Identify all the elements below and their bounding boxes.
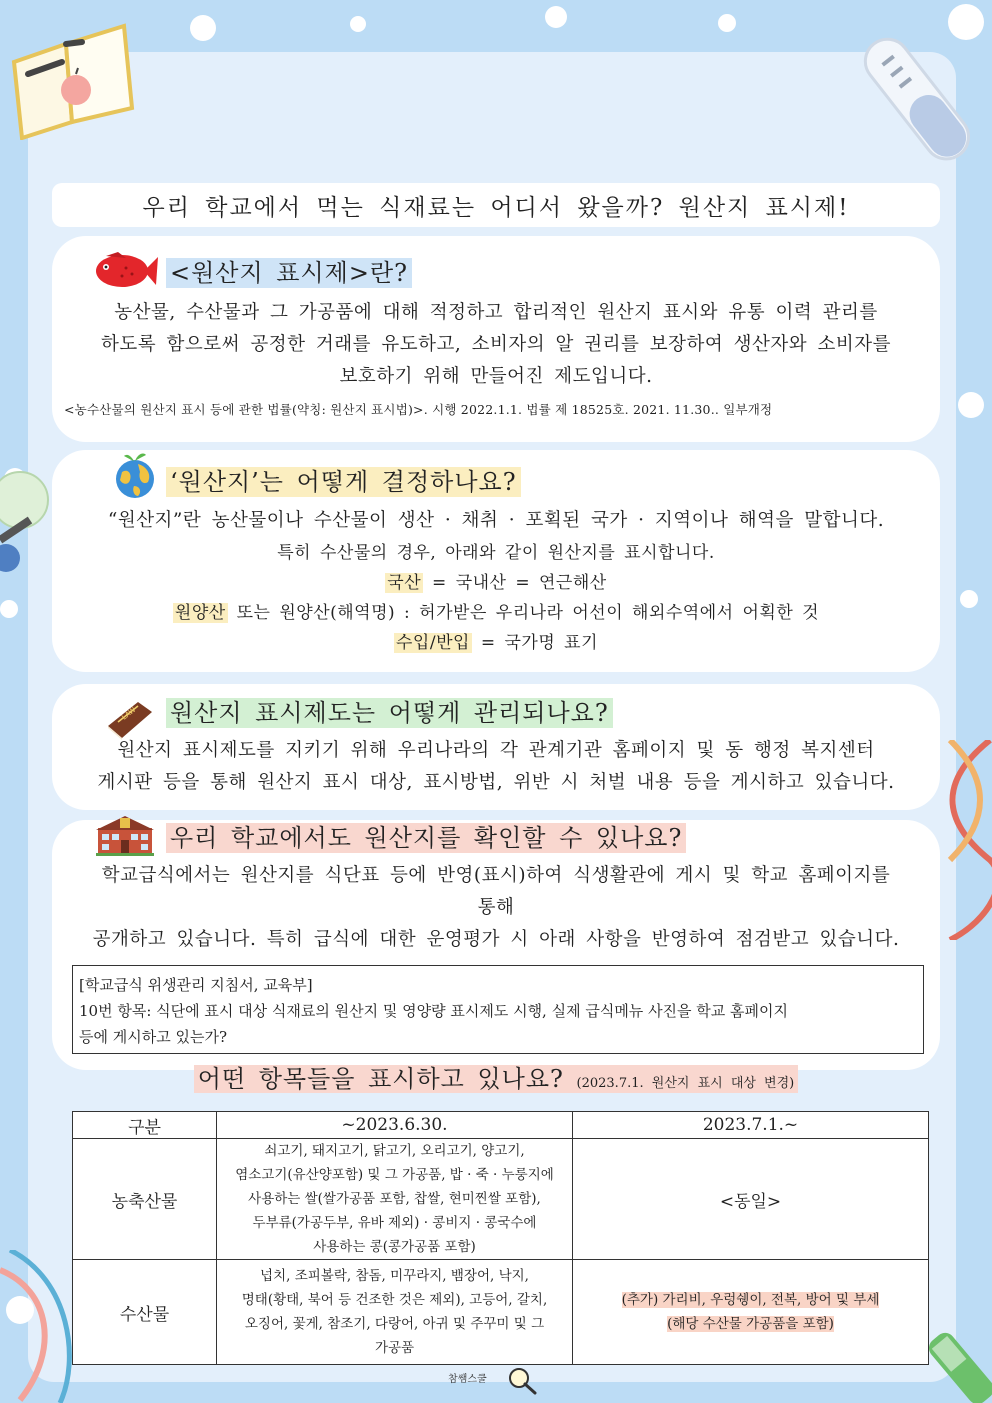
items-heading-note: (2023.7.1. 원산지 표시 대상 변경): [576, 1076, 795, 1091]
list-line: 오징어, 꽃게, 참조기, 다랑어, 아귀 및 주꾸미 및 그: [244, 1316, 545, 1332]
rule-deep-sea-text: 또는 원양산(해역명) : 허가받은 우리나라 어선이 해외수역에서 어획한 것: [227, 603, 820, 623]
management-paragraph: [56, 735, 936, 799]
fish-icon: [92, 252, 158, 290]
svg-text:LAW: LAW: [120, 705, 138, 722]
table-row: [73, 1139, 929, 1260]
list-line: 명태(황태, 북어 등 건조한 것은 제외), 고등어, 갈치,: [241, 1292, 548, 1308]
school-paragraph: [56, 860, 936, 956]
category-seafood: 수산물: [73, 1260, 217, 1365]
list-line: 가공품: [374, 1340, 415, 1356]
section-heading-definition: <원산지 표시제>란?: [166, 258, 412, 288]
guideline-source: [학교급식 위생관리 지침서, 교육부]: [79, 976, 313, 994]
bubble-decoration: [0, 600, 18, 618]
definition-line: 농산물, 수산물과 그 가공품에 대해 적정하고 합리적인 원산지 표시와 유통 이력 관리를: [114, 302, 878, 323]
section-heading-origin: ‘원산지’는 어떻게 결정하나요?: [166, 467, 521, 497]
table-row: [73, 1260, 929, 1365]
footer-logo-text: 참쌤스쿨: [448, 1374, 487, 1385]
rule-domestic-term: 국산: [387, 573, 422, 593]
guideline-item: 10번 항목: 식단에 표시 대상 식재료의 원산지 및 영양량 표시제도 시행, 실제 급식메뉴 사진을 학교 홈페이지: [79, 1002, 789, 1020]
flask-icon: [0, 470, 50, 580]
rule-import: [60, 628, 932, 658]
list-line: 사용하는 쌀(쌀가공품 포함, 찹쌀, 현미찐쌀 포함),: [248, 1191, 541, 1207]
school-icon: [96, 814, 154, 856]
table-header-category: 구분: [73, 1112, 217, 1139]
section-heading-school: 우리 학교에서도 원산지를 확인할 수 있나요?: [166, 823, 686, 853]
rule-domestic: [60, 568, 932, 598]
seafood-added-note: (해당 수산물 가공품을 포함): [667, 1316, 834, 1332]
bubble-decoration: [718, 14, 736, 32]
list-line: 두부류(가공두부, 유바 제외) · 콩비지 · 콩국수에: [252, 1215, 537, 1231]
items-heading-text: 어떤 항목들을 표시하고 있나요?: [197, 1065, 564, 1093]
bubble-decoration: [190, 15, 216, 41]
list-line: 넙치, 조피볼락, 참돔, 미꾸라지, 뱀장어, 낙지,: [260, 1268, 529, 1284]
seafood-before-list: [217, 1260, 573, 1365]
items-heading-row: [0, 1064, 992, 1099]
guideline-item-cont: 등에 게시하고 있는가?: [79, 1028, 227, 1046]
school-line: 공개하고 있습니다. 특히 급식에 대한 운영평가 시 아래 사항을 반영하여 점검받고 있습니다.: [92, 929, 900, 950]
law-book-icon: [104, 698, 154, 740]
page-title: 우리 학교에서 먹는 식재료는 어디서 왔을까? 원산지 표시제!: [52, 183, 940, 227]
flask-icon: [925, 1330, 992, 1403]
origin-items-table: [72, 1111, 929, 1365]
seafood-intro-line: 특히 수산물의 경우, 아래와 같이 원산지를 표시합니다.: [277, 543, 715, 563]
hygiene-guideline-box: [72, 965, 924, 1054]
agricultural-before-list: [217, 1139, 573, 1260]
rule-import-text: = 국가명 표기: [471, 633, 598, 653]
list-line: 쇠고기, 돼지고기, 닭고기, 오리고기, 양고기,: [264, 1143, 525, 1159]
magnifier-icon: [505, 1366, 541, 1396]
table-header-after: 2023.7.1.~: [573, 1112, 929, 1139]
category-agricultural: 농축산물: [73, 1139, 217, 1260]
rule-import-term: 수입/반입: [396, 633, 470, 653]
section-heading-management: 원산지 표시제도는 어떻게 관리되나요?: [166, 698, 613, 728]
management-line: 원산지 표시제도를 지키기 위해 우리나라의 각 관계기관 홈페이지 및 동 행정 복지센터: [117, 740, 875, 761]
globe-icon: [112, 452, 158, 500]
seafood-after: [573, 1260, 929, 1365]
list-line: 사용하는 콩(콩가공품 포함): [313, 1239, 476, 1255]
definition-line: 보호하기 위해 만들어진 제도입니다.: [339, 366, 653, 387]
law-source-citation: <농수산물의 원산지 표시 등에 관한 법률(약칭: 원산지 표시법)>. 시행 2022.1.1. 법률 제 18525호. 2021. 11.30.. 일부개정: [64, 402, 773, 417]
definition-paragraph: [56, 297, 936, 393]
table-header-before: ~2023.6.30.: [217, 1112, 573, 1139]
bubble-decoration: [958, 392, 984, 418]
items-heading: [194, 1065, 799, 1093]
school-line: 통해: [477, 897, 515, 918]
bubble-decoration: [350, 16, 366, 32]
test-tube-icon: [860, 28, 978, 178]
rule-deep-sea-term: 원양산: [174, 603, 226, 623]
management-line: 게시판 등을 통해 원산지 표시 대상, 표시방법, 위반 시 처벌 내용 등을 게시하고 있습니다.: [97, 772, 895, 793]
seafood-rules: [60, 538, 932, 658]
rule-deep-sea: [60, 598, 932, 628]
rule-domestic-text: = 국내산 = 연근해산: [423, 573, 607, 593]
bubble-decoration: [545, 6, 567, 28]
origin-definition-line: “원산지”란 농산물이나 수산물이 생산 · 채취 · 포획된 국가 · 지역이나 해역을 말합니다.: [107, 510, 885, 531]
table-header-row: [73, 1112, 929, 1139]
bubble-decoration: [960, 590, 978, 608]
school-line: 학교급식에서는 원산지를 식단표 등에 반영(표시)하여 식생활관에 게시 및 학교 홈페이지를: [101, 865, 891, 886]
definition-line: 하도록 함으로써 공정한 거래를 유도하고, 소비자의 알 권리를 보장하여 생산자와 소비자를: [101, 334, 891, 355]
list-line: 염소고기(유산양포함) 및 그 가공품, 밥 · 죽 · 누룽지에: [235, 1167, 554, 1183]
book-icon: [6, 22, 138, 140]
seafood-added-items: (추가) 가리비, 우렁쉥이, 전복, 방어 및 부세: [621, 1292, 880, 1308]
agricultural-after: <동일>: [573, 1139, 929, 1260]
